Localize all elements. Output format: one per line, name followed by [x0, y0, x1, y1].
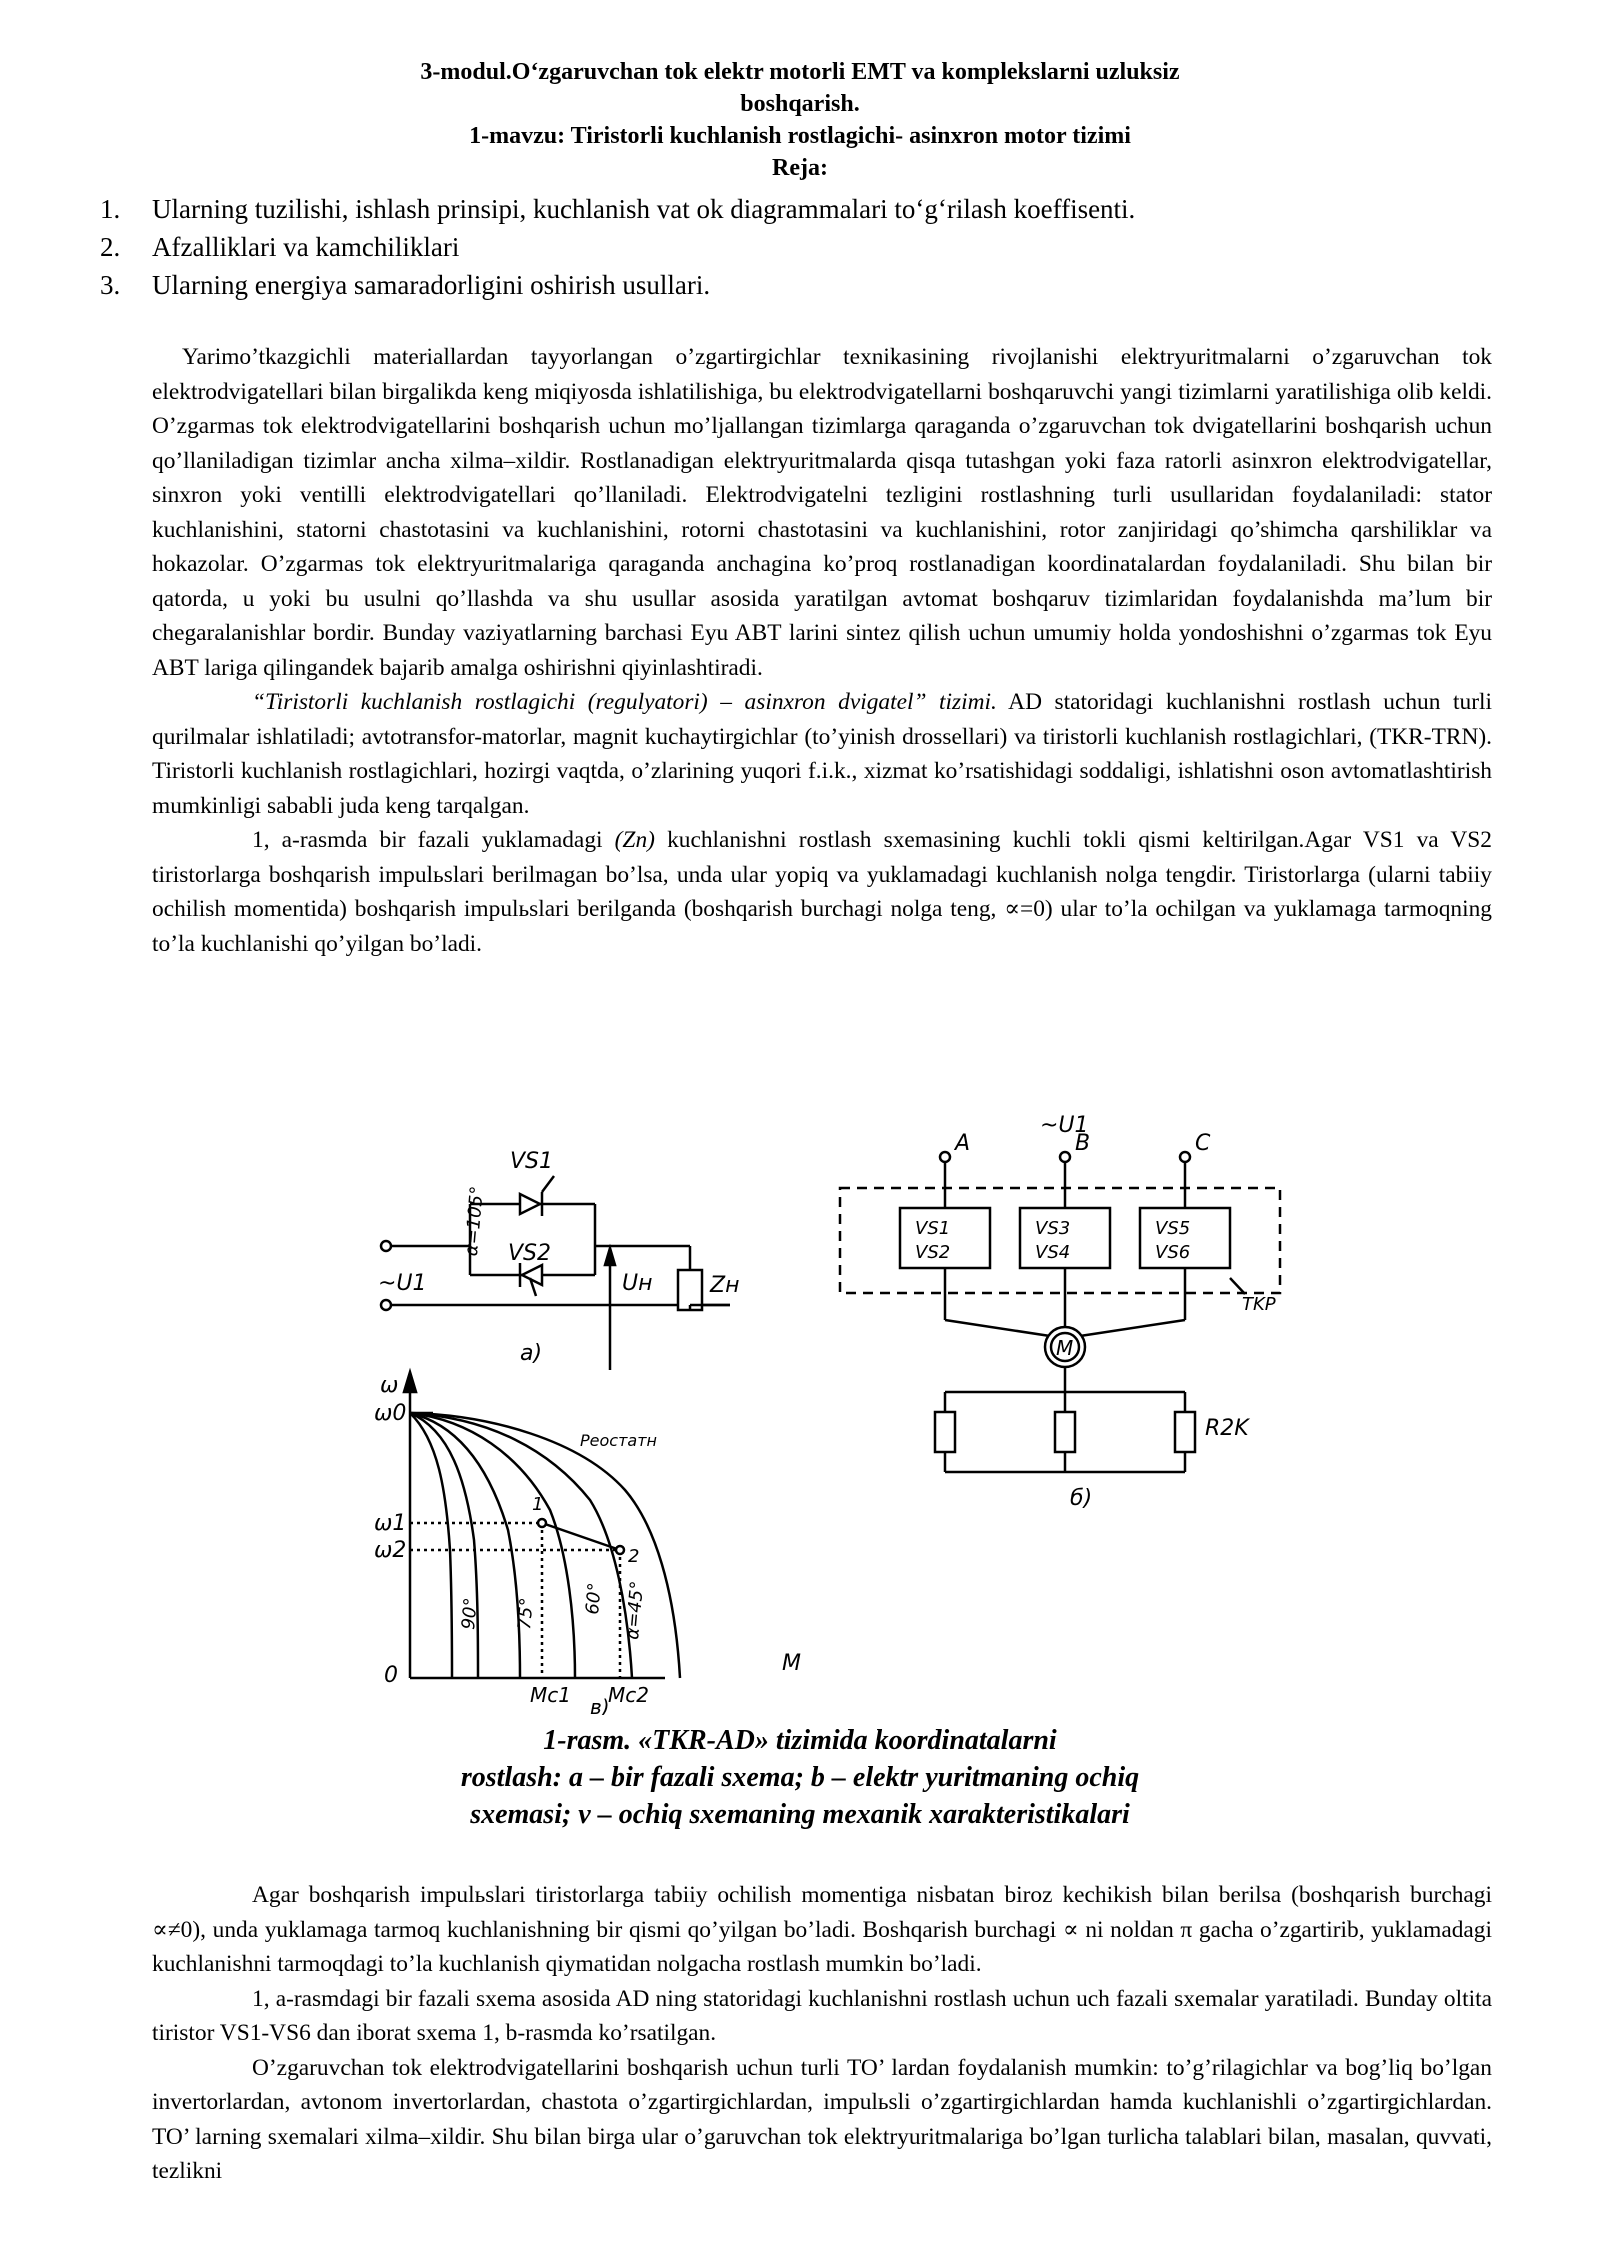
- label-vs2-b: VS2: [915, 1242, 951, 1263]
- label-vs3-b: VS3: [1035, 1218, 1071, 1239]
- paragraph-single-phase: [152, 823, 1492, 961]
- label-r2k: R2K: [1205, 1416, 1249, 1441]
- label-vs5-b: VS5: [1155, 1218, 1191, 1239]
- paragraph-tkr-ad-text: AD statoridagi kuchlanishni rostlash uchun turli qurilmalar ishlatiladi; avtotransfor-matorlar, magnit kuchaytirgichlar (to’yinish drossellari) va tiristorli kuchlanish rostlagichlari, (TKR-TRN). Tiristorli kuchlanish rostlagichlari, hozirgi vaqtda, o’zlarining yuqori f.i.k., xizmat ko’rsatishidagi soddaligi, ishlatishni oson avtomatlashtirish mumkinligi sababli juda keng tarqalgan.: [152, 689, 1492, 819]
- topic-title: 1-mavzu: Tiristorli kuchlanish rostlagichi- asinxron motor tizimi: [469, 123, 1131, 149]
- plan-heading: Reja:: [772, 155, 828, 181]
- label-phase-a: A: [955, 1131, 971, 1156]
- paragraph-delay: Agar boshqarish impulьslari tiristorlarga tabiiy ochilish momentiga nisbatan biroz kechikish bilan berilsa (boshqarish burchagi ∝≠0), unda yuklamaga tarmoq kuchlanishning bir qismi qo’yilgan bo’ladi. Boshqarish burchagi ∝ ni noldan π gacha o’zgartirib, yuklamadagi kuchlanishni tarmoqdagi to’la kuchlanish qiymatidan nolgacha rostlash mumkin bo’ladi.: [152, 1882, 1492, 1977]
- label-mc2: Mc2: [608, 1683, 649, 1707]
- figure-diagrams: [370, 1110, 1300, 1715]
- label-supply-b: ~U1: [1040, 1113, 1089, 1138]
- label-vs6-b: VS6: [1155, 1242, 1191, 1263]
- plan-item: [100, 266, 1480, 304]
- label-rheostat: Pеостатн: [580, 1431, 657, 1450]
- plan-item: [100, 228, 1480, 266]
- label-m-axis: M: [782, 1651, 801, 1676]
- label-sub-c: в): [590, 1695, 610, 1715]
- plan-list: [100, 190, 1480, 304]
- label-sub-a: a): [520, 1341, 543, 1366]
- label-vs4-b: VS4: [1035, 1242, 1071, 1263]
- label-source-a: ~U1: [378, 1271, 427, 1296]
- plan-item-number: 3.: [100, 270, 121, 300]
- body-text-top: [152, 340, 1492, 961]
- label-tkr: TKP: [1242, 1294, 1276, 1315]
- label-alpha-60: 60°: [582, 1581, 606, 1616]
- label-alpha-45: α=45°: [622, 1579, 649, 1641]
- label-omega1: ω1: [374, 1511, 407, 1536]
- label-zh: Zн: [710, 1273, 740, 1298]
- module-title-line2: boshqarish.: [740, 91, 860, 117]
- label-vs1-a: VS1: [510, 1149, 554, 1174]
- title-block: [150, 56, 1450, 184]
- label-alpha-105: α=105°: [460, 1185, 488, 1257]
- label-vs2-a: VS2: [508, 1241, 552, 1266]
- label-point-1: 1: [532, 1494, 544, 1515]
- label-point-2: 2: [628, 1546, 640, 1567]
- label-vs1-b: VS1: [915, 1218, 951, 1239]
- figure-caption: [300, 1722, 1300, 1833]
- label-omega0: ω0: [374, 1401, 407, 1426]
- label-phase-b: B: [1075, 1131, 1091, 1156]
- caption-line1: 1-rasm. «TKR-AD» tizimida koordinatalarni: [543, 1725, 1057, 1756]
- label-mc1: Mc1: [530, 1683, 571, 1707]
- diagram-a-single-phase: [381, 1176, 730, 1370]
- plan-item-number: 2.: [100, 232, 121, 262]
- caption-line3: sxemasi; v – ochiq sxemaning mexanik xarakteristikalari: [470, 1799, 1130, 1830]
- label-uh: Uн: [622, 1271, 653, 1296]
- plan-item-text: Afzalliklari va kamchiliklari: [152, 232, 460, 262]
- paragraph-intro: Yarimo’tkazgichli materiallardan tayyorlangan o’zgartirgichlar texnikasining rivojlanishi elektryuritmalarni o’zgaruvchan tok elektrodvigatellari bilan birgalikda keng miqiyosda ishlatilishiga, bu elektrodvigatellarni boshqaruvchi yangi tizimlarni yaratilishiga olib keldi. O’zgarmas tok elektrodvigatellarini boshqarish uchun mo’ljallangan tizimlarga qaraganda o’zgaruvchan tok dvigatellarini boshqarish uchun qo’llaniladigan tizimlar ancha xilma–xildir. Rostlanadigan elektryuritmalarda qisqa tutashgan yoki faza ratorli asinxron elektrodvigatellar, sinxron yoki ventilli elektrodvigatellari qo’llaniladi. Elektrodvigatelni tezligini rostlashning turli usullaridan foydalaniladi: stator kuchlanishini, statorni chastotasini va kuchlanishini, rotorni chastotasini va kuchlanishini, rotor zanjiridagi qo’shimcha qarshiliklar va hokazolar. O’zgarmas tok elektryuritmalariga qaraganda anchagina ko’proq rostlanadigan koordinatalardan foydalaniladi. Shu bilan bir qatorda, u yoki bu usulni qo’llashda va shu usullar asosida yaratilgan avtomat boshqaruv tizimlaridan foydalanishda ma’lum bir chegaralanishlar bordir. Bunday vaziyatlarning barchasi Eyu ABT larini sintez qilish uchun umumiy holda yondoshishni o’zgarmas tok Eyu ABT lariga qilingandek bajarib amalga oshirishni qiyinlashtiradi.: [152, 344, 1492, 681]
- plan-item-text: Ularning energiya samaradorligini oshirish usullari.: [152, 270, 711, 300]
- plan-item-text: Ularning tuzilishi, ishlash prinsipi, kuchlanish vat ok diagrammalari to‘g‘rilash koeffisenti.: [152, 194, 1136, 224]
- paragraph-tkr-ad-heading: “Tiristorli kuchlanish rostlagichi (regulyatori) – asinxron dvigatel” tizimi.: [252, 689, 997, 715]
- paragraph-converters: O’zgaruvchan tok elektrodvigatellarini boshqarish uchun turli TO’ lardan foydalanish mumkin: to’g’rilagichlar va bog’liq bo’lgan invertorlardan, avtonom invertorlardan, chastota o’zgartirgichlardan, impulьsli o’zgartirgichlardan hamda kuchlanishli o’zgartirgichlardan. TO’ larning sxemalari xilma–xildir. Shu bilan birga ular o’garuvchan tok elektryuritmalariga bo’lgan turlicha talablari bilan, masalan, quvvati, tezlikni: [152, 2054, 1492, 2184]
- load-symbol: (Zп): [614, 827, 655, 853]
- label-alpha-90: 90°: [458, 1596, 482, 1631]
- label-motor: M: [1056, 1336, 1074, 1360]
- label-zero: 0: [384, 1663, 398, 1688]
- module-title-line1: 3-modul.O‘zgaruvchan tok elektr motorli EMT va komplekslarni uzluksiz: [420, 59, 1180, 85]
- label-phase-c: C: [1195, 1131, 1211, 1156]
- figure-1: [370, 1110, 1300, 1715]
- body-text-bottom: [152, 1878, 1492, 2189]
- caption-line2: rostlash: a – bir fazali sxema; b – elektr yuritmaning ochiq: [460, 1762, 1140, 1793]
- label-omega: ω: [380, 1373, 399, 1398]
- plan-item-number: 1.: [100, 194, 121, 224]
- paragraph-three-phase: 1, a-rasmdagi bir fazali sxema asosida AD ning statoridagi kuchlanishni rostlash uchun uch fazali sxemalar yaratiladi. Bunday oltita tiristor VS1-VS6 dan iborat sxema 1, b-rasmda ko’rsatilgan.: [152, 1985, 1492, 2046]
- paragraph-single-phase-start: 1, a-rasmda bir fazali yuklamadagi: [252, 827, 615, 853]
- label-alpha-75: 75°: [514, 1596, 538, 1631]
- paragraph-tkr-ad: [152, 685, 1492, 823]
- plan-item: [100, 190, 1480, 228]
- paragraph-single-phase-rest: kuchlanishni rostlash sxemasining kuchli tokli qismi keltirilgan.Agar VS1 va VS2 tiristorlarga boshqarish impulьslari berilmagan bo’lsa, unda ular yopiq va yuklamadagi kuchlanish nolga tengdir. Tiristorlarga (ularni tabiiy ochilish momentida) boshqarish impulьslari berilganda (boshqarish burchagi nolga teng, ∝=0) ular to’la ochilgan va yuklamaga tarmoqning to’la kuchlanishi qo’yilgan bo’ladi.: [152, 827, 1492, 957]
- label-omega2: ω2: [374, 1538, 407, 1563]
- label-sub-b: б): [1070, 1486, 1093, 1511]
